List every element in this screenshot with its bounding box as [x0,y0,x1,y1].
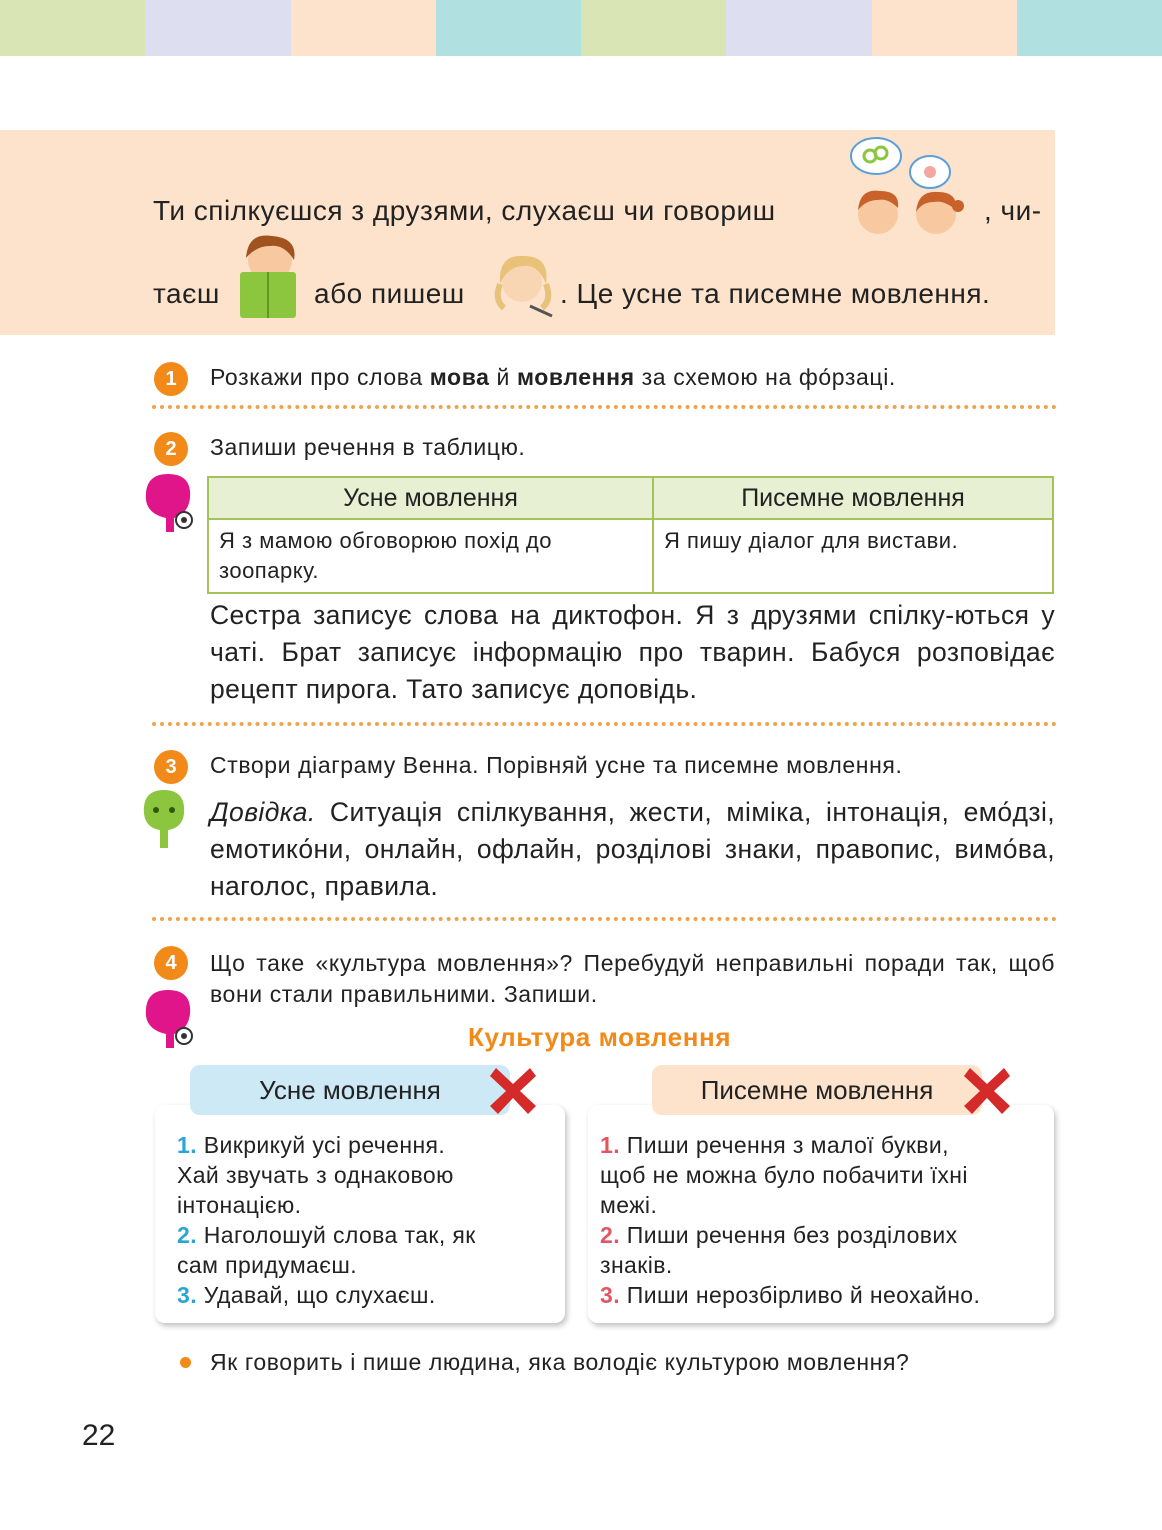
task-number-badge: 4 [154,946,188,980]
item-text: сам придумаєш. [177,1252,358,1278]
table-cell-oral: Я з мамою обговорюю похід до зоопарку. [208,519,653,593]
writing-girl-icon [490,244,562,322]
written-line [600,1282,980,1309]
task-3-text: Створи діаграму Венна. Порівняй усне та писемне мовлення. [210,752,903,778]
oral-line [177,1222,476,1249]
intro-line-2-mid: або пишеш [314,278,465,309]
task-1-bold-movlennia: мовлення [516,364,635,390]
dotted-divider [152,722,1057,726]
written-line [600,1192,657,1219]
green-character-icon [136,788,192,852]
written-line [600,1132,949,1159]
culture-heading: Культура мовлення [468,1022,732,1052]
item-text: Хай звучать з однаковою [177,1162,454,1188]
oral-line [177,1132,445,1159]
written-line [600,1222,958,1249]
task-1-post: за схемою на фо́рзаці. [634,364,896,390]
pink-character-icon [140,986,198,1054]
stripe-segment [581,0,726,56]
dotted-divider [152,405,1057,409]
item-text: Пиши речення з малої букви, [619,1132,949,1158]
pink-character-icon [140,470,198,538]
item-number: 2. [177,1222,197,1248]
written-line [600,1162,968,1189]
oral-line [177,1162,454,1189]
oral-speech-card [155,1105,565,1323]
intro-line-1-end: , чи- [984,195,1042,226]
oral-line [177,1192,301,1219]
task-1-pre: Розкажи про слова [210,364,430,390]
task-2-text: Запиши речення в таблицю. [210,434,526,460]
table-header-written: Писемне мовлення [653,477,1053,519]
speech-table [207,476,1054,594]
oral-speech-tab: Усне мовлення [190,1065,510,1115]
item-number: 3. [600,1282,620,1308]
table-header-oral: Усне мовлення [208,477,653,519]
red-cross-icon [484,1062,542,1120]
item-number: 3. [177,1282,197,1308]
final-question: Як говорить і пише людина, яка володіє культурою мовлення? [210,1349,910,1375]
written-speech-tab: Писемне мовлення [652,1065,982,1115]
item-text: Наголошуй слова так, як [196,1222,476,1248]
talking-children-icon [848,136,983,236]
dotted-divider [152,917,1057,921]
red-cross-icon [958,1062,1016,1120]
oral-line [177,1252,357,1279]
stripe-segment [145,0,290,56]
item-text: Викрикуй усі речення. [196,1132,446,1158]
written-speech-card [588,1105,1054,1323]
task-number-badge: 3 [154,750,188,784]
table-cell-written: Я пишу діалог для вистави. [653,519,1053,593]
task-1-mid: й [489,364,517,390]
task-4-text: Що таке «культура мовлення»? Перебудуй неправильні поради так, щоб вони стали правильними. Запиши. [210,950,1055,1007]
intro-band [0,130,1055,335]
stripe-segment [436,0,581,56]
task-1-bold-mova: мова [429,364,490,390]
item-text: щоб не можна було побачити їхні [600,1162,968,1188]
item-number: 1. [600,1132,620,1158]
stripe-segment [291,0,436,56]
intro-line-1: Ти спілкуєшся з друзями, слухаєш чи говориш [153,195,776,226]
stripe-segment [872,0,1017,56]
stripe-segment [1017,0,1162,56]
top-color-stripe [0,0,1162,56]
task-2-sentences: Сестра записує слова на диктофон. Я з друзями спілку-ються у чаті. Брат записує інформацію про тварин. Бабуся розповідає рецепт пирога. Тато записує доповідь. [210,600,1055,704]
reference-text: Ситуація спілкування, жести, міміка, інтонація, емо́дзі, емотико́ни, онлайн, офлайн, розділові знаки, правопис, вимо́ва, наголос, правила. [210,797,1055,901]
reading-boy-icon [232,230,304,322]
item-text: Удавай, що слухаєш. [196,1282,436,1308]
intro-line-2-start: таєш [153,278,220,309]
intro-line-2-end: . Це усне та писемне мовлення. [560,278,991,309]
item-number: 1. [177,1132,197,1158]
item-text: інтонацією. [177,1192,302,1218]
stripe-segment [726,0,871,56]
item-number: 2. [600,1222,620,1248]
item-text: Пиши нерозбірливо й неохайно. [619,1282,981,1308]
written-line [600,1252,673,1279]
item-text: знаків. [600,1252,673,1278]
task-number-badge: 2 [154,432,188,466]
task-number-badge: 1 [154,362,188,396]
task-3-reference [210,794,1055,905]
oral-line [177,1282,436,1309]
bullet-icon [180,1357,191,1368]
task-1-text [210,364,896,391]
stripe-segment [0,0,145,56]
page-number: 22 [82,1419,116,1452]
item-text: Пиши речення без розділових [619,1222,958,1248]
item-text: межі. [600,1192,658,1218]
reference-label: Довідка. [210,797,316,827]
